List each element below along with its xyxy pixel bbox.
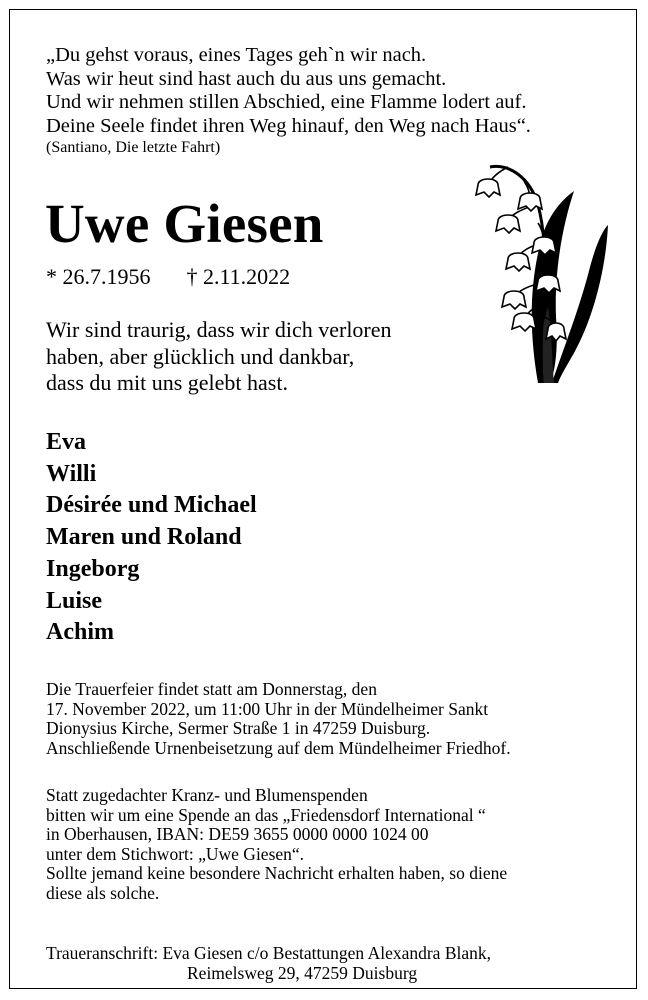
death-date: † 2.11.2022 xyxy=(186,264,291,289)
donation-line: unter dem Stichwort: „Uwe Giesen“. xyxy=(46,843,305,864)
quote-source: (Santiano, Die letzte Fahrt) xyxy=(46,139,221,156)
address-line: Reimelsweg 29, 47259 Duisburg xyxy=(187,963,418,983)
life-dates xyxy=(46,263,290,291)
sorrow-text xyxy=(46,317,392,397)
sorrow-line: dass du mit uns gelebt hast. xyxy=(46,370,288,395)
quote-line: Was wir heut sind hast auch du aus uns gemacht. xyxy=(46,67,447,90)
mourner-name: Ingeborg xyxy=(46,555,140,582)
deceased-name: Uwe Giesen xyxy=(45,193,324,254)
mourner-name: Désirée und Michael xyxy=(46,492,257,519)
donation-line: Sollte jemand keine besondere Nachricht erhalten haben, so diene xyxy=(46,863,508,883)
mourner-name: Maren und Roland xyxy=(46,524,242,551)
donation-line: diese als solche. xyxy=(46,882,160,903)
sorrow-line: haben, aber glücklich und dankbar, xyxy=(46,343,355,369)
mourning-address xyxy=(46,943,491,983)
address-line: Traueranschrift: Eva Giesen c/o Bestattungen Alexandra Blank, xyxy=(46,943,491,963)
sorrow-line: Wir sind traurig, dass wir dich verloren xyxy=(46,317,392,342)
ceremony-info xyxy=(46,680,511,758)
mourner-name: Eva xyxy=(46,429,87,455)
opening-quote xyxy=(46,44,531,138)
mourners-list xyxy=(46,427,257,649)
quote-line: Deine Seele findet ihren Weg hinauf, den Weg nach Haus“. xyxy=(46,114,531,137)
ceremony-line: Die Trauerfeier findet statt am Donnerstag, den xyxy=(46,679,377,699)
lily-of-the-valley-icon xyxy=(468,157,610,385)
donation-line: bitten wir um eine Spende an das „Friedensdorf International “ xyxy=(46,804,486,825)
donation-line: in Oberhausen, IBAN: DE59 3655 0000 0000 1024 00 xyxy=(46,824,429,844)
ceremony-line: Anschließende Urnenbeisetzung auf dem Mündelheimer Friedhof. xyxy=(46,737,511,758)
ceremony-line: 17. November 2022, um 11:00 Uhr in der Mündelheimer Sankt xyxy=(46,698,489,719)
quote-line: Und wir nehmen stillen Abschied, eine Flamme lodert auf. xyxy=(46,91,527,113)
birth-date: * 26.7.1956 xyxy=(46,264,151,289)
ceremony-line: Dionysius Kirche, Sermer Straße 1 in 47259 Duisburg. xyxy=(46,718,431,738)
mourner-name: Willi xyxy=(46,460,97,487)
mourner-name: Achim xyxy=(46,619,114,646)
donation-line: Statt zugedachter Kranz- und Blumenspenden xyxy=(46,785,368,805)
quote-line: „Du gehst voraus, eines Tages geh`n wir nach. xyxy=(46,44,427,66)
mourner-name: Luise xyxy=(46,587,103,614)
donation-info xyxy=(46,786,507,903)
